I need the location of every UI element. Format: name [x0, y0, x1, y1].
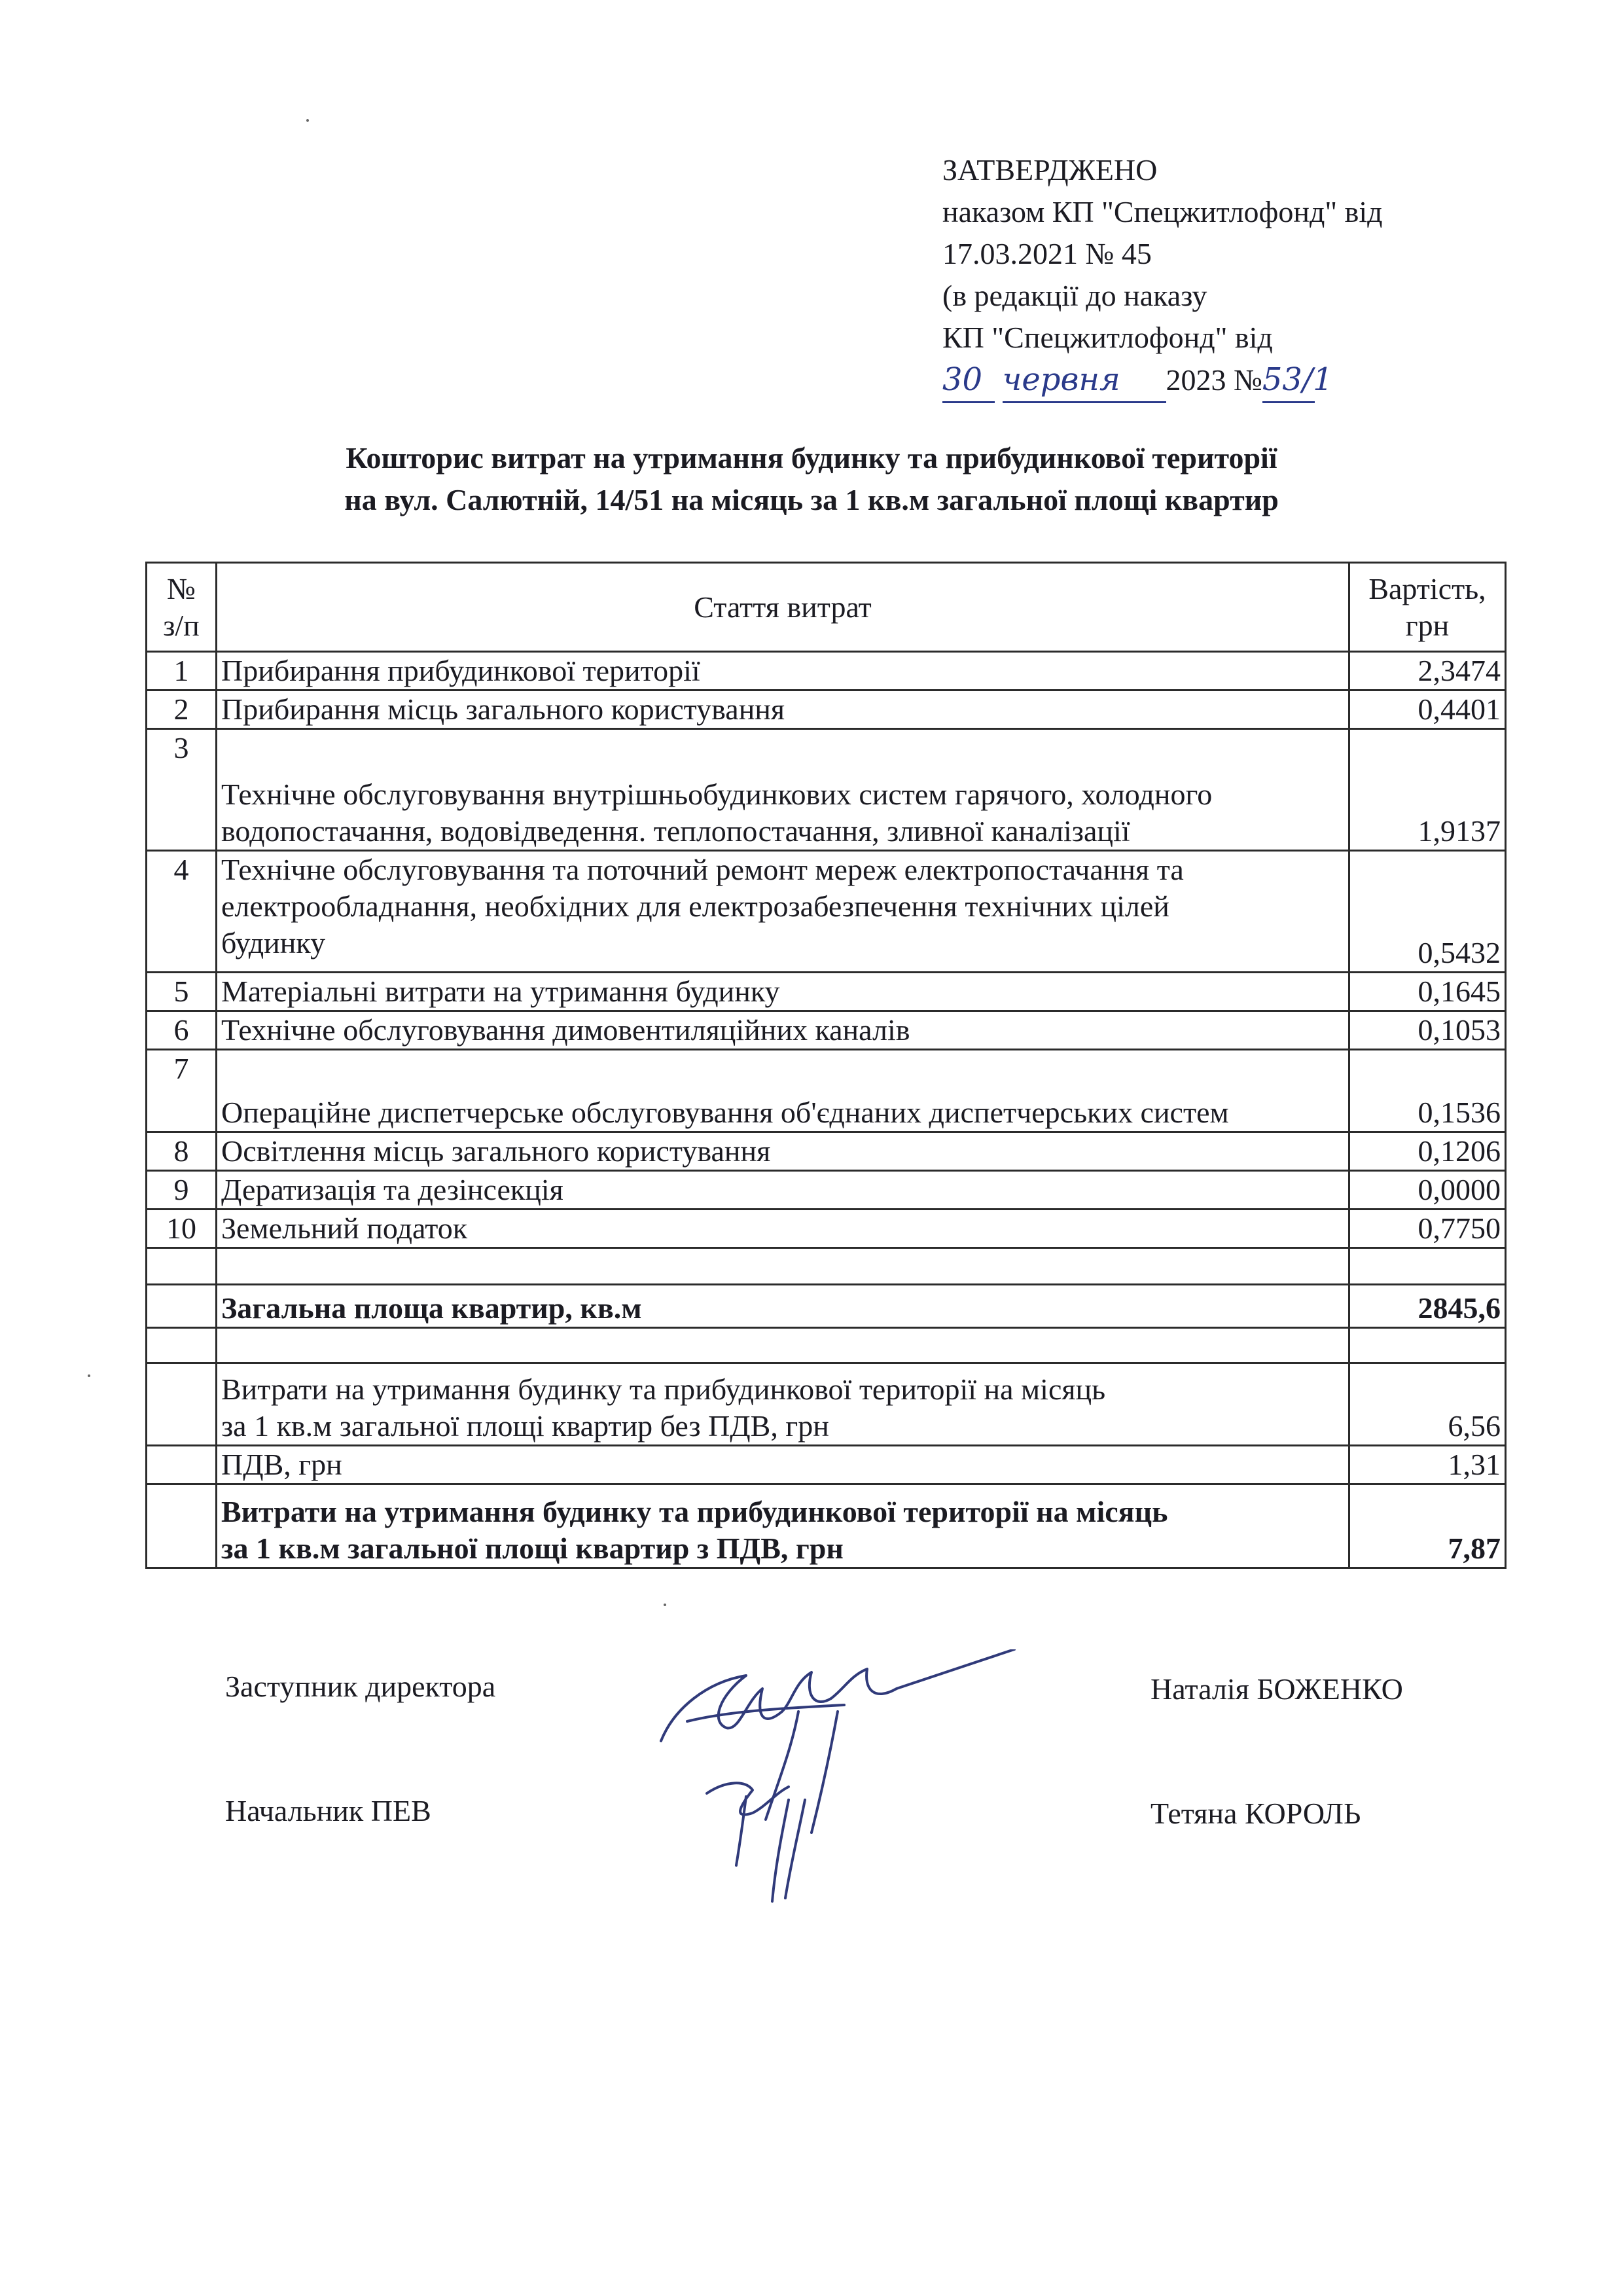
handwritten-signatures	[648, 1649, 1027, 1905]
without-vat-value: 6,56	[1349, 1363, 1506, 1446]
row-item	[217, 729, 1349, 851]
approval-line-3: (в редакції до наказу	[942, 279, 1207, 312]
row-item-line: Технічне обслуговування та поточний ремонт мереж електропостачання та	[221, 853, 1184, 886]
without-vat-label	[217, 1363, 1349, 1446]
row-num: 6	[147, 1011, 217, 1050]
with-vat-line-2: за 1 кв.м загальної площі квартир з ПДВ, грн	[221, 1532, 844, 1565]
with-vat-label	[217, 1484, 1349, 1568]
row-value: 0,1206	[1349, 1132, 1506, 1171]
approval-line-2: 17.03.2021 № 45	[942, 237, 1152, 270]
row-value: 1,9137	[1349, 729, 1506, 851]
header-num-line-1: №	[167, 571, 196, 605]
row-item	[217, 851, 1349, 973]
costs-table	[145, 562, 1507, 1569]
row-value: 0,5432	[1349, 851, 1506, 973]
with-vat-row	[147, 1484, 1506, 1568]
approval-line-4: КП "Спецжитлофонд" від	[942, 321, 1273, 354]
row-item	[217, 691, 1349, 729]
table-spacer-row	[147, 1328, 1506, 1363]
document-title	[0, 437, 1623, 521]
signer-2-position: Начальник ПЕВ	[225, 1794, 431, 1827]
table-row	[147, 729, 1506, 851]
header-cost	[1349, 563, 1506, 652]
row-item-line: Матеріальні витрати на утримання будинку	[221, 975, 780, 1008]
row-item-line: Прибирання прибудинкової території	[221, 654, 700, 687]
without-vat-line-1: Витрати на утримання будинку та прибудинкової території на місяць	[221, 1372, 1106, 1406]
row-num: 10	[147, 1210, 217, 1248]
vat-row	[147, 1446, 1506, 1484]
spacer-cell	[1349, 1328, 1506, 1363]
table-row	[147, 1011, 1506, 1050]
header-cost-line-1: Вартість,	[1368, 571, 1486, 605]
spacer-cell	[147, 1248, 217, 1285]
row-num: 8	[147, 1132, 217, 1171]
table-row	[147, 652, 1506, 691]
table-header-row	[147, 563, 1506, 652]
row-item	[217, 652, 1349, 691]
header-num-line-2: з/п	[163, 608, 200, 642]
signatures-block	[0, 1649, 1623, 1924]
without-vat-line-2: за 1 кв.м загальної площі квартир без ПДВ, грн	[221, 1409, 829, 1443]
without-vat-row	[147, 1363, 1506, 1446]
header-num	[147, 563, 217, 652]
vat-value: 1,31	[1349, 1446, 1506, 1484]
row-num: 2	[147, 691, 217, 729]
row-item-line: водопостачання, водовідведення. теплопостачання, зливної каналізації	[221, 814, 1130, 848]
header-item: Стаття витрат	[217, 563, 1349, 652]
row-value: 0,1645	[1349, 973, 1506, 1011]
scan-speck	[664, 1604, 666, 1606]
row-num: 5	[147, 973, 217, 1011]
approval-line-1: наказом КП "Спецжитлофонд" від	[942, 195, 1383, 228]
scan-speck	[306, 119, 309, 122]
signer-2-name: Тетяна КОРОЛЬ	[1150, 1797, 1361, 1830]
table-spacer-row	[147, 1248, 1506, 1285]
row-value: 0,0000	[1349, 1171, 1506, 1210]
with-vat-line-1: Витрати на утримання будинку та прибудинкової території на місяць	[221, 1495, 1168, 1528]
row-value: 2,3474	[1349, 652, 1506, 691]
row-value: 0,7750	[1349, 1210, 1506, 1248]
row-item-line: Прибирання місць загального користування	[221, 692, 785, 726]
row-item-line: Технічне обслуговування димовентиляційних каналів	[221, 1013, 910, 1047]
handwritten-order-number: 53/1	[1262, 361, 1333, 398]
vat-label: ПДВ, грн	[217, 1446, 1349, 1484]
table-row	[147, 691, 1506, 729]
with-vat-num	[147, 1484, 217, 1568]
title-line-1: Кошторис витрат на утримання будинку та прибудинкової території	[346, 441, 1277, 475]
row-num: 7	[147, 1050, 217, 1132]
row-item	[217, 1171, 1349, 1210]
header-cost-line-2: грн	[1405, 608, 1450, 642]
row-num: 3	[147, 729, 217, 851]
row-item-line: електрообладнання, необхідних для електрозабезпечення технічних цілей	[221, 889, 1169, 923]
row-value: 0,1053	[1349, 1011, 1506, 1050]
total-area-num	[147, 1285, 217, 1328]
total-area-value: 2845,6	[1349, 1285, 1506, 1328]
row-item	[217, 1050, 1349, 1132]
approval-line-5	[942, 359, 1383, 403]
row-num: 4	[147, 851, 217, 973]
row-item	[217, 1132, 1349, 1171]
signer-1-position: Заступник директора	[225, 1670, 496, 1703]
table-row	[147, 1171, 1506, 1210]
table-row	[147, 973, 1506, 1011]
spacer-cell	[217, 1328, 1349, 1363]
row-item	[217, 973, 1349, 1011]
row-item-line: будинку	[221, 926, 326, 960]
signer-1-name: Наталія БОЖЕНКО	[1150, 1672, 1403, 1706]
row-value: 0,4401	[1349, 691, 1506, 729]
table-row	[147, 1210, 1506, 1248]
row-item-line: Земельний податок	[221, 1211, 468, 1245]
spacer-cell	[217, 1248, 1349, 1285]
with-vat-value: 7,87	[1349, 1484, 1506, 1568]
table-row	[147, 1050, 1506, 1132]
row-item-line: Дератизація та дезінсекція	[221, 1173, 563, 1206]
row-value: 0,1536	[1349, 1050, 1506, 1132]
title-line-2: на вул. Салютній, 14/51 на місяць за 1 кв.м загальної площі квартир	[344, 483, 1279, 516]
without-vat-num	[147, 1363, 217, 1446]
row-num: 9	[147, 1171, 217, 1210]
row-item-line: Освітлення місць загального користування	[221, 1134, 771, 1168]
scan-speck	[88, 1374, 90, 1377]
approval-heading: ЗАТВЕРДЖЕНО	[942, 153, 1158, 187]
row-num: 1	[147, 652, 217, 691]
table-row	[147, 1132, 1506, 1171]
handwritten-month: червня	[1002, 361, 1120, 398]
table-row	[147, 851, 1506, 973]
approval-block	[942, 149, 1383, 403]
spacer-cell	[1349, 1248, 1506, 1285]
row-item-line: Операційне диспетчерське обслуговування об'єднаних диспетчерських систем	[221, 1096, 1229, 1129]
row-item	[217, 1210, 1349, 1248]
row-item	[217, 1011, 1349, 1050]
approval-year: 2023 №	[1166, 363, 1262, 397]
row-item-line: Технічне обслуговування внутрішньобудинкових систем гарячого, холодного	[221, 778, 1213, 811]
handwritten-date: 30	[942, 361, 983, 398]
total-area-row	[147, 1285, 1506, 1328]
vat-num	[147, 1446, 217, 1484]
total-area-label: Загальна площа квартир, кв.м	[217, 1285, 1349, 1328]
spacer-cell	[147, 1328, 217, 1363]
